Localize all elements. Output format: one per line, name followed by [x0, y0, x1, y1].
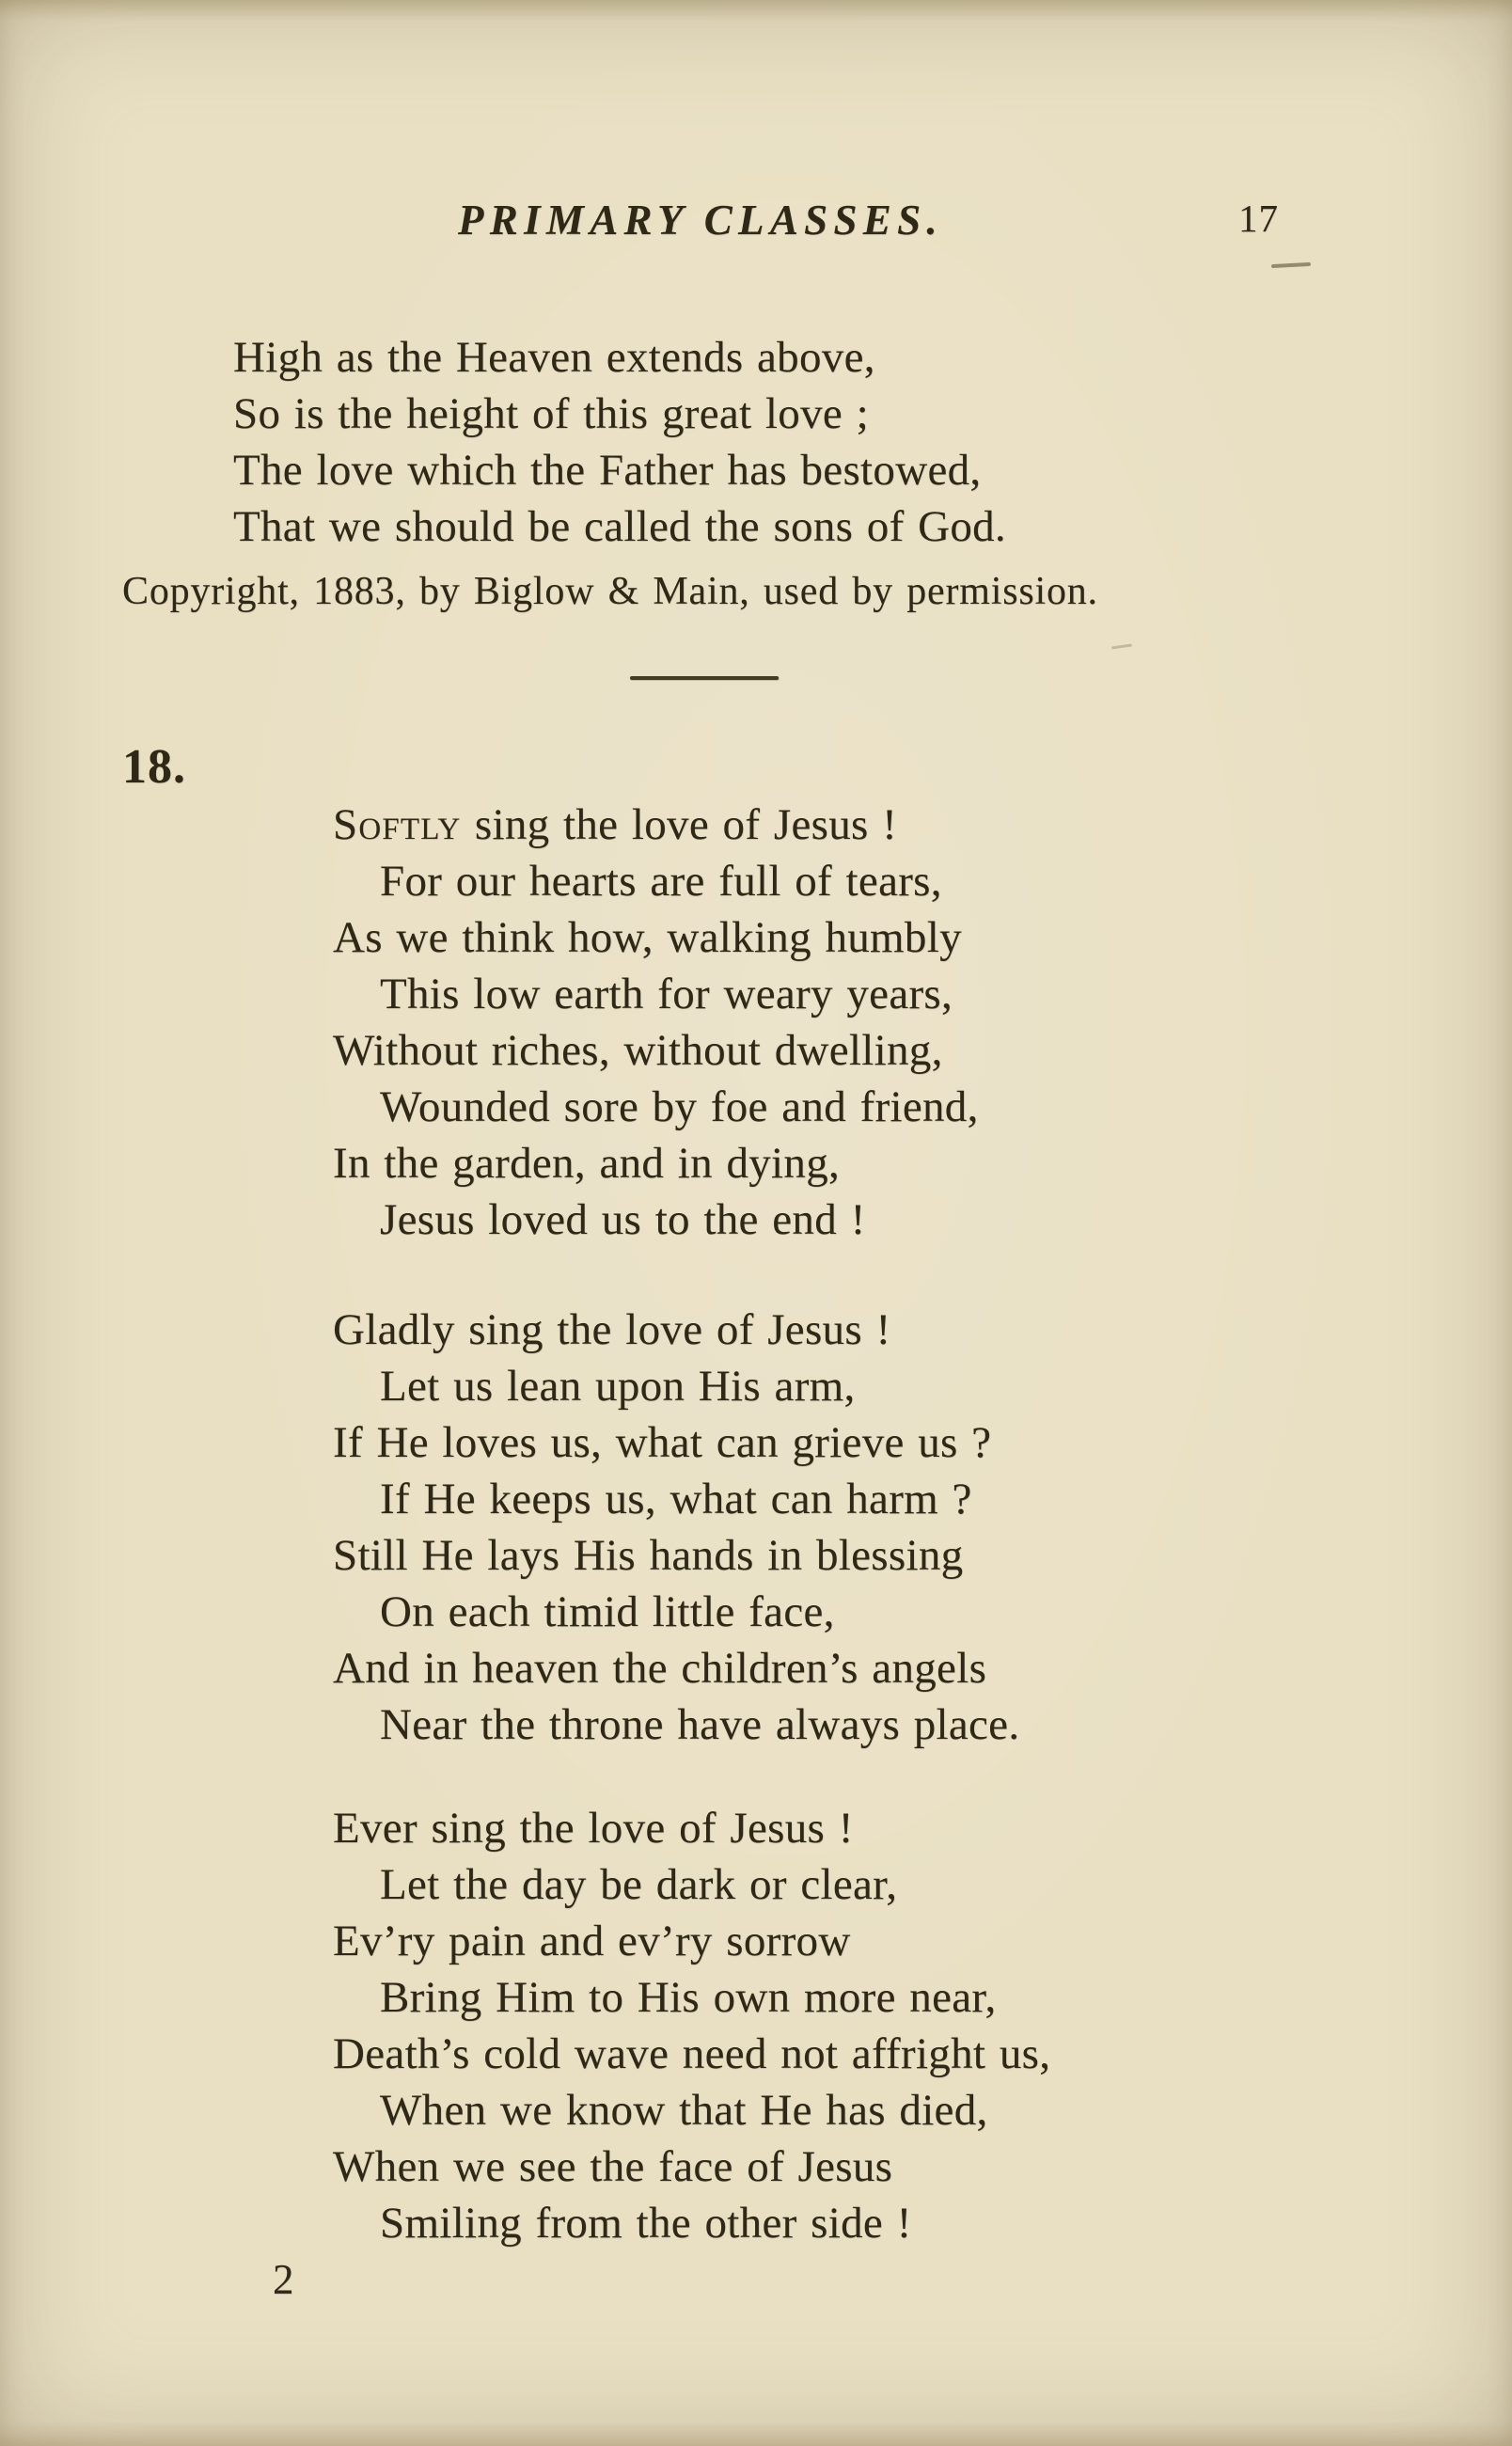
verse-line: This low earth for weary years, [380, 970, 953, 1018]
verse-lead-word: Softly [333, 800, 462, 849]
verse-line: Let us lean upon His arm, [380, 1362, 856, 1411]
verse-line: When we see the face of Jesus [333, 2142, 893, 2191]
stanza-1 [333, 797, 1279, 1248]
verse-line: Ever sing the love of Jesus ! [333, 1804, 854, 1853]
verse-line: Let the day be dark or clear, [380, 1860, 898, 1909]
verse-line: Jesus loved us to the end ! [380, 1195, 866, 1244]
verse-line [333, 797, 1279, 853]
verse-line: Bring Him to His own more near, [380, 1973, 997, 2022]
stanza-2 [333, 1302, 1279, 1753]
verse-line: If He loves us, what can grieve us ? [333, 1418, 992, 1467]
verse-line: That we should be called the sons of God. [233, 502, 1006, 551]
verse-line: If He keeps us, what can harm ? [380, 1475, 972, 1523]
verse-line: Smiling from the other side ! [380, 2199, 912, 2248]
verse-line: And in heaven the children’s angels [333, 1644, 987, 1693]
verse-line: So is the height of this great love ; [233, 389, 869, 438]
verse-line: Still He lays His hands in blessing [333, 1531, 964, 1580]
page-header [122, 193, 1279, 249]
verse-line: On each timid little face, [380, 1587, 835, 1636]
signature-mark: 2 [273, 2256, 294, 2303]
verse-line: High as the Heaven extends above, [233, 333, 875, 382]
stanza-3 [333, 1800, 1279, 2251]
verse-line: As we think how, walking humbly [333, 913, 962, 962]
verse-line: Wounded sore by foe and friend, [380, 1082, 979, 1131]
previous-hymn-closing-stanza [233, 329, 1279, 555]
page-content [122, 193, 1279, 2306]
verse-line: For our hearts are full of tears, [380, 857, 942, 906]
verse-line-text: sing the love of Jesus ! [461, 800, 898, 849]
verse-line: In the garden, and in dying, [333, 1139, 841, 1188]
copyright-notice: Copyright, 1883, by Biglow & Main, used by permission. [122, 570, 1098, 613]
hymn-number: 18. [122, 740, 186, 794]
verse-line: When we know that He has died, [380, 2086, 988, 2135]
running-header: PRIMARY CLASSES. [458, 197, 943, 244]
verse-line: The love which the Father has bestowed, [233, 446, 982, 495]
verse-line: Without riches, without dwelling, [333, 1026, 943, 1075]
verse-line: Gladly sing the love of Jesus ! [333, 1305, 891, 1354]
verse-line: Death’s cold wave need not affright us, [333, 2029, 1051, 2078]
section-divider [630, 676, 779, 680]
verse-line: Near the throne have always place. [380, 1700, 1020, 1749]
verse-line: Ev’ry pain and ev’ry sorrow [333, 1917, 851, 1965]
page-number: 17 [1238, 197, 1279, 240]
